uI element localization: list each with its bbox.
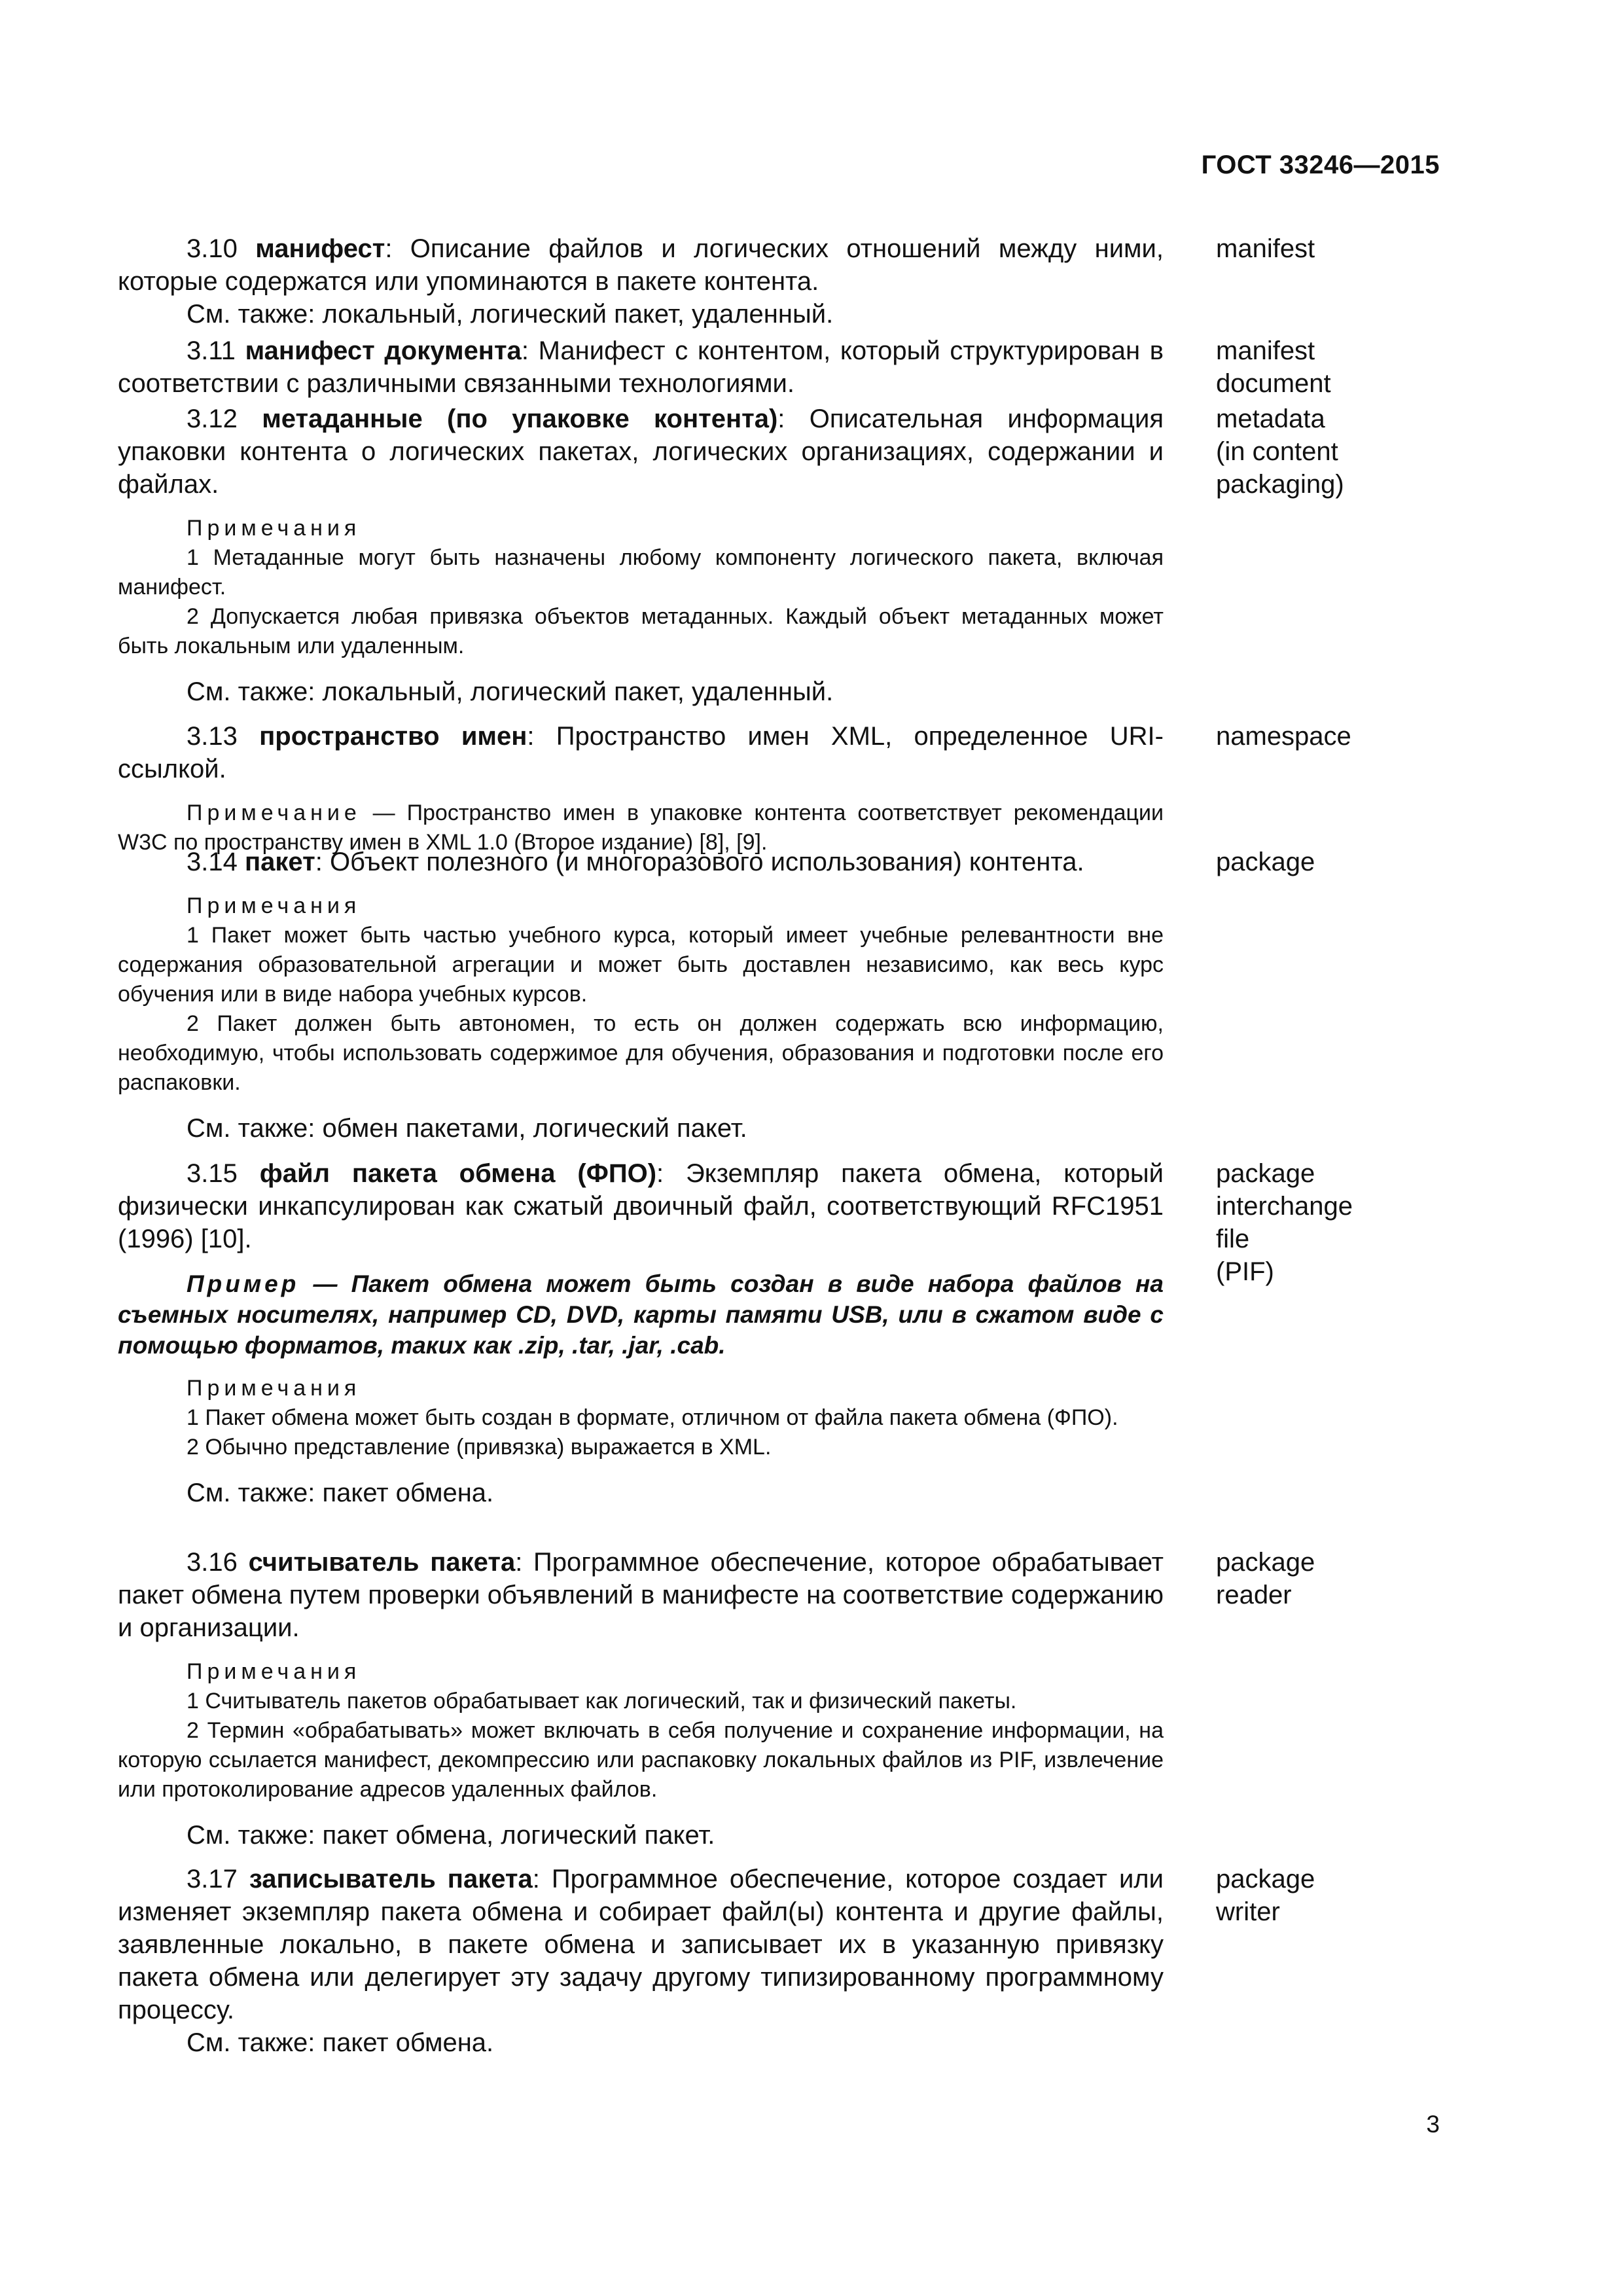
notes-heading: Примечания bbox=[187, 893, 361, 918]
term-definition: 3.17 записыватель пакета: Программное обеспечение, которое создает или изменяет экземпляр пакета обмена и собирает файл(ы) контента и другие файлы, заявленные локально, в пакете обмена и записывает их в указанную привязку пакета обмена или делегирует эту задачу другому типизированному программному процессу. bbox=[118, 1865, 1164, 2024]
term-entry-3-11 bbox=[118, 334, 1331, 400]
english-term: package interchange file (PIF) bbox=[1216, 1159, 1353, 1286]
document-header: ГОСТ 33246—2015 bbox=[1201, 151, 1440, 179]
english-term: package bbox=[1216, 848, 1315, 876]
english-term: manifest document bbox=[1216, 336, 1331, 398]
term-definition: 3.13 пространство имен: Пространство имен XML, определенное URI-ссылкой. bbox=[118, 722, 1164, 783]
note-item: 2 Обычно представление (привязка) выражается в XML. bbox=[187, 1435, 772, 1460]
term-definition: 3.12 метаданные (по упаковке контента): Описательная информация упаковки контента о логических пакетах, логических организациях, содержании и файлах. bbox=[118, 404, 1164, 499]
term-entry-3-15 bbox=[118, 1157, 1353, 1509]
note-item: 1 Метаданные могут быть назначены любому компоненту логического пакета, включая манифест. bbox=[118, 545, 1164, 600]
see-also: См. также: локальный, логический пакет, удаленный. bbox=[187, 677, 834, 706]
term-entry-3-10 bbox=[118, 232, 1315, 331]
term-entry-3-14 bbox=[118, 846, 1315, 1145]
term-entry-3-12 bbox=[118, 403, 1344, 708]
term-name: файл пакета обмена (ФПО) bbox=[259, 1159, 657, 1188]
note-item: 1 Пакет обмена может быть создан в формате, отличном от файла пакета обмена (ФПО). bbox=[187, 1405, 1118, 1430]
english-term: metadata (in content packaging) bbox=[1216, 404, 1344, 499]
term-name: манифест документа bbox=[245, 336, 522, 365]
term-entry-3-17 bbox=[118, 1863, 1315, 2059]
english-term: manifest bbox=[1216, 234, 1315, 263]
notes-heading: Примечания bbox=[187, 1659, 361, 1684]
note-item: 1 Пакет может быть частью учебного курса, который имеет учебные релевантности вне содержания образовательной агрегации и может быть доставлен независимо, как весь курс обучения или в виде набора учебных курсов. bbox=[118, 923, 1164, 1007]
example-block: Пример — Пакет обмена может быть создан в виде набора файлов на съемных носителях, например CD, DVD, карты памяти USB, или в сжатом виде с помощью форматов, таких как .zip, .tar, .jar, .cab. bbox=[118, 1270, 1164, 1359]
see-also: См. также: пакет обмена. bbox=[187, 1479, 494, 1507]
term-definition: 3.14 пакет: Объект полезного (и многоразового использования) контента. bbox=[187, 848, 1084, 876]
see-also: См. также: локальный, логический пакет, удаленный. bbox=[187, 300, 834, 329]
note-item: 1 Считыватель пакетов обрабатывает как логический, так и физический пакеты. bbox=[187, 1689, 1017, 1713]
see-also: См. также: пакет обмена, логический пакет. bbox=[187, 1821, 715, 1850]
note-item: 2 Допускается любая привязка объектов метаданных. Каждый объект метаданных может быть локальным или удаленным. bbox=[118, 604, 1164, 658]
note-item: Примечание — Пространство имен в упаковке контента соответствует рекомендации W3C по пространству имен в XML 1.0 (Второе издание) [8], [9]. bbox=[118, 800, 1164, 855]
term-definition: 3.10 манифест: Описание файлов и логических отношений между ними, которые содержатся или упоминаются в пакете контента. bbox=[118, 234, 1164, 296]
example-label: Пример bbox=[187, 1270, 300, 1297]
term-name: записыватель пакета bbox=[249, 1865, 533, 1893]
term-definition: 3.16 считыватель пакета: Программное обеспечение, которое обрабатывает пакет обмена путем проверки объявлений в манифесте на соответствие содержанию и организации. bbox=[118, 1548, 1164, 1642]
note-item: 2 Термин «обрабатывать» может включать в себя получение и сохранение информации, на которую ссылается манифест, декомпрессию или распаковку локальных файлов из PIF, извлечение или протоколирование адресов удаленных файлов. bbox=[118, 1718, 1164, 1802]
english-term: package reader bbox=[1216, 1548, 1315, 1609]
term-name: манифест bbox=[255, 234, 385, 263]
notes-heading: Примечания bbox=[187, 516, 361, 541]
term-entry-3-16 bbox=[118, 1546, 1315, 1852]
english-term: package writer bbox=[1216, 1865, 1315, 1926]
english-term: namespace bbox=[1216, 722, 1351, 751]
term-name: считыватель пакета bbox=[248, 1548, 516, 1577]
page-number: 3 bbox=[1426, 2111, 1440, 2138]
term-name: пакет bbox=[244, 848, 315, 876]
term-entry-3-13 bbox=[118, 720, 1351, 857]
see-also: См. также: обмен пакетами, логический пакет. bbox=[187, 1114, 747, 1143]
note-item: 2 Пакет должен быть автономен, то есть он должен содержать всю информацию, необходимую, чтобы использовать содержимое для обучения, образования и подготовки после его распаковки. bbox=[118, 1011, 1164, 1095]
term-definition: 3.11 манифест документа: Манифест с контентом, который структурирован в соответствии с различными связанными технологиями. bbox=[118, 336, 1164, 398]
term-definition: 3.15 файл пакета обмена (ФПО): Экземпляр пакета обмена, который физически инкапсулирован как сжатый двоичный файл, соответствующий RFC1951 (1996) [10]. bbox=[118, 1159, 1164, 1253]
see-also: См. также: пакет обмена. bbox=[187, 2028, 494, 2057]
term-name: пространство имен bbox=[259, 722, 527, 751]
term-name: метаданные (по упаковке контента) bbox=[262, 404, 778, 433]
note-label: Примечание bbox=[187, 800, 361, 825]
notes-heading: Примечания bbox=[187, 1376, 361, 1401]
